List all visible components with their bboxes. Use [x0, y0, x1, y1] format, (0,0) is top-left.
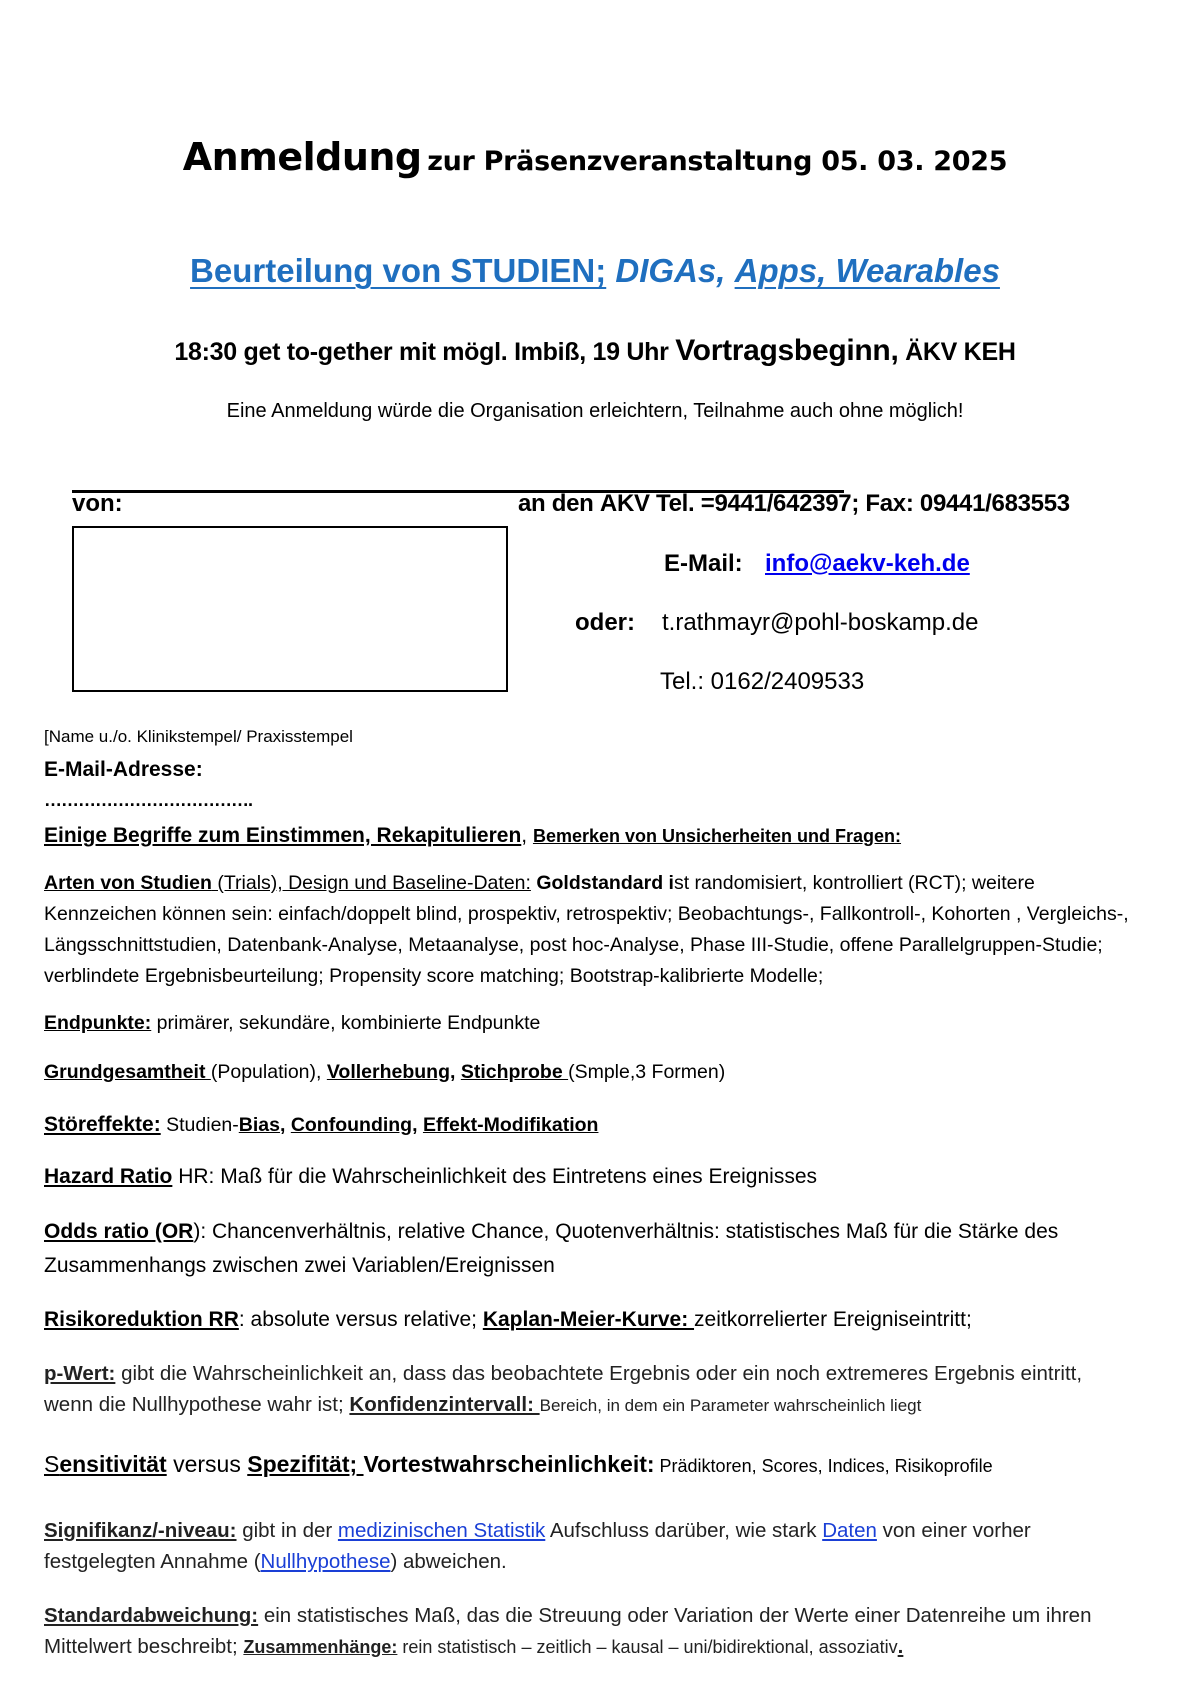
- email-address-label: E-Mail-Adresse:: [44, 758, 203, 781]
- term-label: Endpunkte:: [44, 1012, 152, 1034]
- section-heading: [44, 824, 901, 848]
- term-comma: ,: [412, 1114, 423, 1136]
- term-signifikanz: [44, 1515, 1134, 1577]
- email-link[interactable]: info@aekv-keh.de: [765, 550, 970, 577]
- term-text: gibt in der: [236, 1519, 338, 1542]
- oder-email: t.rathmayr@pohl-boskamp.de: [662, 609, 979, 636]
- term-comma: ,: [279, 1114, 291, 1136]
- term-pwert: [44, 1358, 1134, 1421]
- term-text: versus: [166, 1451, 248, 1477]
- section-heading-main: Einige Begriffe zum Einstimmen, Rekapitulieren: [44, 824, 522, 847]
- term-text: HR: Maß für die Wahrscheinlichkeit des Eintretens eines Ereignisses: [172, 1165, 818, 1188]
- term-label: ensitivität: [59, 1451, 167, 1477]
- term-risiko: [44, 1304, 1134, 1335]
- term-label: p-Wert:: [44, 1362, 116, 1385]
- term-text: rein statistisch – zeitlich – kausal – uni/bidirektional, assoziativ: [397, 1637, 898, 1657]
- term-spezifitaet: Spezifität;: [247, 1451, 364, 1477]
- term-text: Bereich, in dem ein Parameter wahrscheinlich liegt: [539, 1396, 922, 1415]
- term-stichprobe: Stichprobe: [460, 1061, 569, 1083]
- email-address-field[interactable]: ……………………………….: [44, 790, 253, 810]
- term-confounding: Confounding: [290, 1114, 413, 1136]
- term-endpunkte: [44, 1008, 1134, 1039]
- term-text: ein statistisches Maß, das die Streuung oder Variation der Werte einer Datenreihe um ihren Mittelwert beschreibt;: [44, 1604, 1092, 1658]
- email-label: E-Mail:: [664, 550, 743, 577]
- term-text: Prädiktoren, Scores, Indices, Risikoprofile: [654, 1456, 993, 1476]
- schedule-line: [0, 334, 1190, 368]
- term-text: : absolute versus relative;: [238, 1308, 483, 1331]
- term-text: (Population),: [210, 1061, 327, 1083]
- term-label: Arten von Studien: [44, 872, 212, 894]
- registration-note: Eine Anmeldung würde die Organisation erleichtern, Teilnahme auch ohne möglich!: [226, 400, 964, 422]
- term-label: Hazard Ratio: [44, 1165, 173, 1188]
- term-label-cont: (Trials), Design und Baseline-Daten:: [211, 872, 531, 894]
- term-text: ) abweichen.: [390, 1550, 507, 1573]
- section-heading-comma: ,: [521, 824, 533, 847]
- term-text: Studien-: [160, 1114, 239, 1136]
- link-medizinische-statistik[interactable]: medizinischen Statistik: [337, 1519, 546, 1542]
- term-arten: [44, 868, 1134, 992]
- term-label: Grundgesamtheit: [44, 1061, 211, 1083]
- link-nullhypothese[interactable]: Nullhypothese: [260, 1550, 391, 1573]
- term-vortest: Vortestwahrscheinlichkeit:: [363, 1451, 655, 1477]
- term-label-s: S: [44, 1451, 60, 1477]
- term-stoereffekte: [44, 1109, 1134, 1141]
- term-text: st randomisiert, kontrolliert (RCT); weitere Kennzeichen können sein: einfach/doppelt blind, prospektiv, retrospektiv; Beobachtungs-, Fallkontroll-, Kohorten , Vergleichs-, Längsschnittstudien, Datenbank-Analyse, Metaanalyse, post hoc-Analyse, Phase III-Studie, offene Parallelgruppen-Studie; verblindete Ergebnisbeurteilung; Propensity score matching; Bootstrap-kalibrierte Modelle;: [44, 872, 1129, 987]
- title-big: Anmeldung: [182, 135, 422, 179]
- term-text: zeitkorrelierter Ereigniseintritt;: [694, 1308, 972, 1331]
- stamp-box[interactable]: [72, 526, 508, 692]
- term-konfidenz: Konfidenzintervall:: [349, 1393, 540, 1416]
- term-label: Odds ratio (OR: [44, 1220, 194, 1243]
- schedule-part3: ÄKV KEH: [905, 338, 1016, 366]
- term-text: Aufschluss darüber, wie stark: [545, 1519, 823, 1542]
- term-text: primärer, sekundäre, kombinierte Endpunkte: [151, 1012, 541, 1034]
- schedule-part1: 18:30 get to-gether mit mögl. Imbiß, 19 Uhr: [174, 338, 669, 366]
- term-text: von einer vorher festgelegten Annahme (: [44, 1519, 1031, 1573]
- term-odds: [44, 1215, 1134, 1283]
- term-hazard: [44, 1161, 1134, 1192]
- mobile-phone: Tel.: 0162/2409533: [660, 668, 865, 695]
- stamp-caption: [Name u./o. Klinikstempel/ Praxisstempel: [44, 727, 353, 746]
- term-grundgesamtheit: [44, 1057, 1134, 1088]
- term-label: Signifikanz/-niveau:: [44, 1519, 237, 1542]
- term-text: ): Chancenverhältnis, relative Chance, Quotenverhältnis: statistisches Maß für die Stärke des Zusammenhangs zwischen zwei Variablen/Ereignissen: [44, 1220, 1059, 1277]
- section-heading-sub: Bemerken von Unsicherheiten und Fragen:: [532, 826, 902, 846]
- subtitle-digas: DIGAs,: [615, 252, 726, 289]
- term-effekt: Effekt-Modifikation: [422, 1114, 599, 1136]
- term-goldstandard: Goldstandard i: [536, 872, 674, 894]
- term-sensitivitaet: [44, 1449, 1134, 1482]
- link-daten[interactable]: Daten: [822, 1519, 877, 1542]
- schedule-part2: Vortragsbeginn,: [675, 334, 899, 367]
- term-standardabweichung: [44, 1600, 1134, 1663]
- term-text: (Smple,3 Formen): [568, 1061, 726, 1083]
- subtitle-apps: Apps, Wearables: [734, 252, 1000, 289]
- term-bias: Bias: [238, 1114, 280, 1136]
- term-kaplan: Kaplan-Meier-Kurve:: [482, 1308, 695, 1331]
- term-label: Risikoreduktion RR: [44, 1308, 239, 1331]
- term-label: Störeffekte:: [44, 1113, 161, 1136]
- title-rest: zur Präsenzveranstaltung 05. 03. 2025: [427, 146, 1008, 177]
- term-label: Standardabweichung:: [44, 1604, 259, 1627]
- recipient-line: an den ÄKV Tel. =9441/642397; Fax: 09441/683553: [518, 490, 1070, 517]
- page-title: [0, 135, 1190, 179]
- subtitle-studien: Beurteilung von STUDIEN;: [190, 252, 607, 289]
- term-vollerhebung: Vollerhebung,: [326, 1061, 456, 1083]
- term-period: .: [897, 1635, 904, 1658]
- oder-label: oder:: [575, 609, 635, 636]
- term-text: gibt die Wahrscheinlichkeit an, dass das beobachtete Ergebnis oder ein noch extremeres Ergebnis eintritt, wenn die Nullhypothese wahr ist;: [44, 1362, 1083, 1416]
- event-subtitle: [0, 252, 1190, 290]
- term-zusammenhaenge: Zusammenhänge:: [243, 1637, 398, 1657]
- von-label: von:: [72, 490, 123, 517]
